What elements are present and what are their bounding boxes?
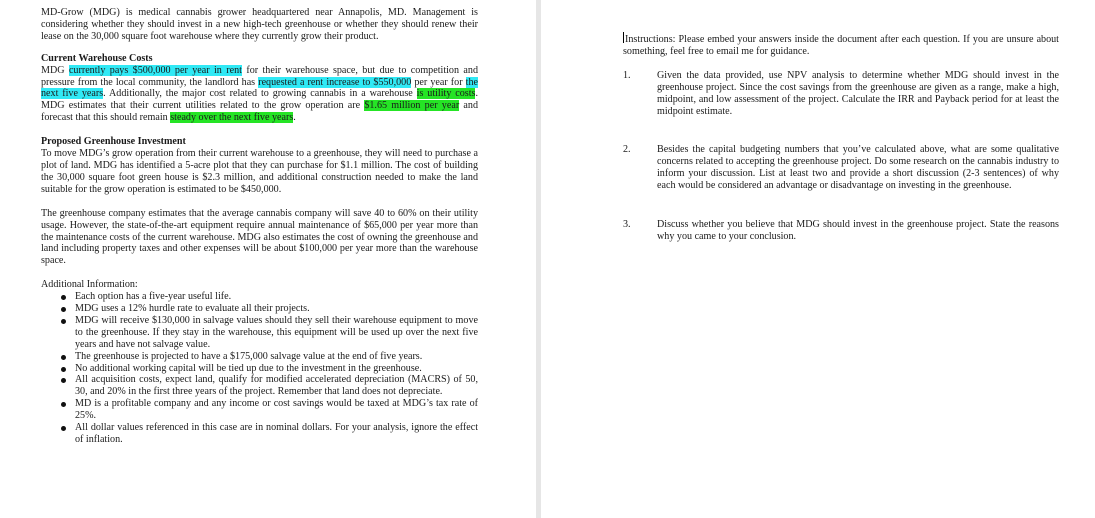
- list-item: MDG will receive $130,000 in salvage values should they sell their warehouse equipment to move to the greenhouse. If they stay in the warehouse, this equipment will be used up over the next five years and have not salvage value.: [41, 315, 478, 351]
- list-item: All acquisition costs, expect land, qualify for modified accelerated depreciation (MACRS) of 50, 30, and 20% in the first three years of the project. Remember that land does not depreciate.: [41, 374, 478, 398]
- question-number: 2.: [623, 144, 631, 156]
- proposed-paragraph: To move MDG’s grow operation from their current warehouse to a greenhouse, they will need to purchase a plot of land. MDG has identified a 5-acre plot that they can purchase for $1.1 million. The cost of building the 30,000 square foot green house is $2.3 million, and additional construction needed to make the land suitable for the grow operation is estimated to be $450,000.: [41, 148, 478, 195]
- instructions-paragraph[interactable]: Instructions: Please embed your answers inside the document after each question. If you are unsure about something, feel free to email me for guidance.: [623, 34, 1059, 57]
- additional-heading: Additional Information:: [41, 279, 138, 291]
- document-page-left[interactable]: [0, 0, 536, 518]
- text-cursor: [623, 32, 624, 43]
- question-number: 3.: [623, 219, 631, 231]
- highlight-rent-increase: requested a rent increase to $550,000: [258, 76, 412, 88]
- document-page-right[interactable]: [541, 0, 1095, 518]
- highlight-utility-costs: is utility costs: [416, 88, 476, 100]
- highlight-utility-amount: $1.65 million per year: [364, 100, 460, 112]
- highlight-rent: currently pays $500,000 per year in rent: [68, 64, 242, 76]
- question-text: Discuss whether you believe that MDG should invest in the greenhouse project. State the reasons why you came to your conclusion.: [657, 219, 1059, 242]
- question-text: Besides the capital budgeting numbers that you’ve calculated above, what are some qualitative concerns related to accepting the greenhouse project. Do some research on the cannabis industry to inform your discussion. List at least two and provide a short discussion (2-3 sentences) of why each would be considered an advantage or disadvantage on investing in the greenhouse.: [657, 144, 1059, 192]
- list-item: No additional working capital will be tied up due to the investment in the greenhouse.: [41, 363, 478, 375]
- greenhouse-paragraph: The greenhouse company estimates that the average cannabis company will save 40 to 60% on their utility usage. However, the state-of-the-art equipment require annual maintenance of $65,000 per year more than the maintenance costs of the current warehouse. MDG also estimates the cost of owning the greenhouse and land including property taxes and other expenses will be about $100,000 per year more than the warehouse space.: [41, 207, 478, 267]
- question-number: 1.: [623, 69, 631, 81]
- question-2: [623, 144, 1059, 192]
- question-3: [623, 219, 1059, 243]
- current-costs-heading: Current Warehouse Costs: [41, 52, 153, 64]
- current-costs-paragraph: MDG currently pays $500,000 per year in rent for their warehouse space, but due to competition and pressure from the local community, the landlord has requested a rent increase to $550,000 per year for the next five years. Additionally, the major cost related to growing cannabis in a warehouse is utility costs. MDG estimates that their current utilities related to the grow operation are $1.65 million per year and forecast that this should remain steady over the next five years.: [41, 64, 479, 124]
- list-item: The greenhouse is projected to have a $175,000 salvage value at the end of five years.: [41, 351, 478, 363]
- list-item: Each option has a five-year useful life.: [41, 291, 478, 303]
- proposed-heading: Proposed Greenhouse Investment: [41, 136, 186, 148]
- list-item: All dollar values referenced in this case are in nominal dollars. For your analysis, ignore the effect of inflation.: [41, 422, 478, 446]
- intro-paragraph: MD-Grow (MDG) is medical cannabis grower headquartered near Annapolis, MD. Management is considering whether they should invest in a new high-tech greenhouse or whether they should renew their lease on the 30,000 square foot warehouse where they currently grow their product.: [41, 7, 478, 42]
- highlight-steady: steady over the next five years: [170, 112, 294, 124]
- question-1: [623, 70, 1059, 118]
- list-item: MDG uses a 12% hurdle rate to evaluate all their projects.: [41, 303, 478, 315]
- list-item: MD is a profitable company and any income or cost savings would be taxed at MDG’s tax rate of 25%.: [41, 398, 478, 422]
- highlight-five-years: the next five years: [41, 76, 478, 100]
- question-text: Given the data provided, use NPV analysis to determine whether MDG should invest in the greenhouse project. Since the cost savings from the greenhouse are given as a range, make a high, midpoint, and low assessment of the project. Calculate the IRR and Payback period for at least the midpoint estimate.: [657, 69, 1059, 117]
- additional-list: [41, 291, 478, 446]
